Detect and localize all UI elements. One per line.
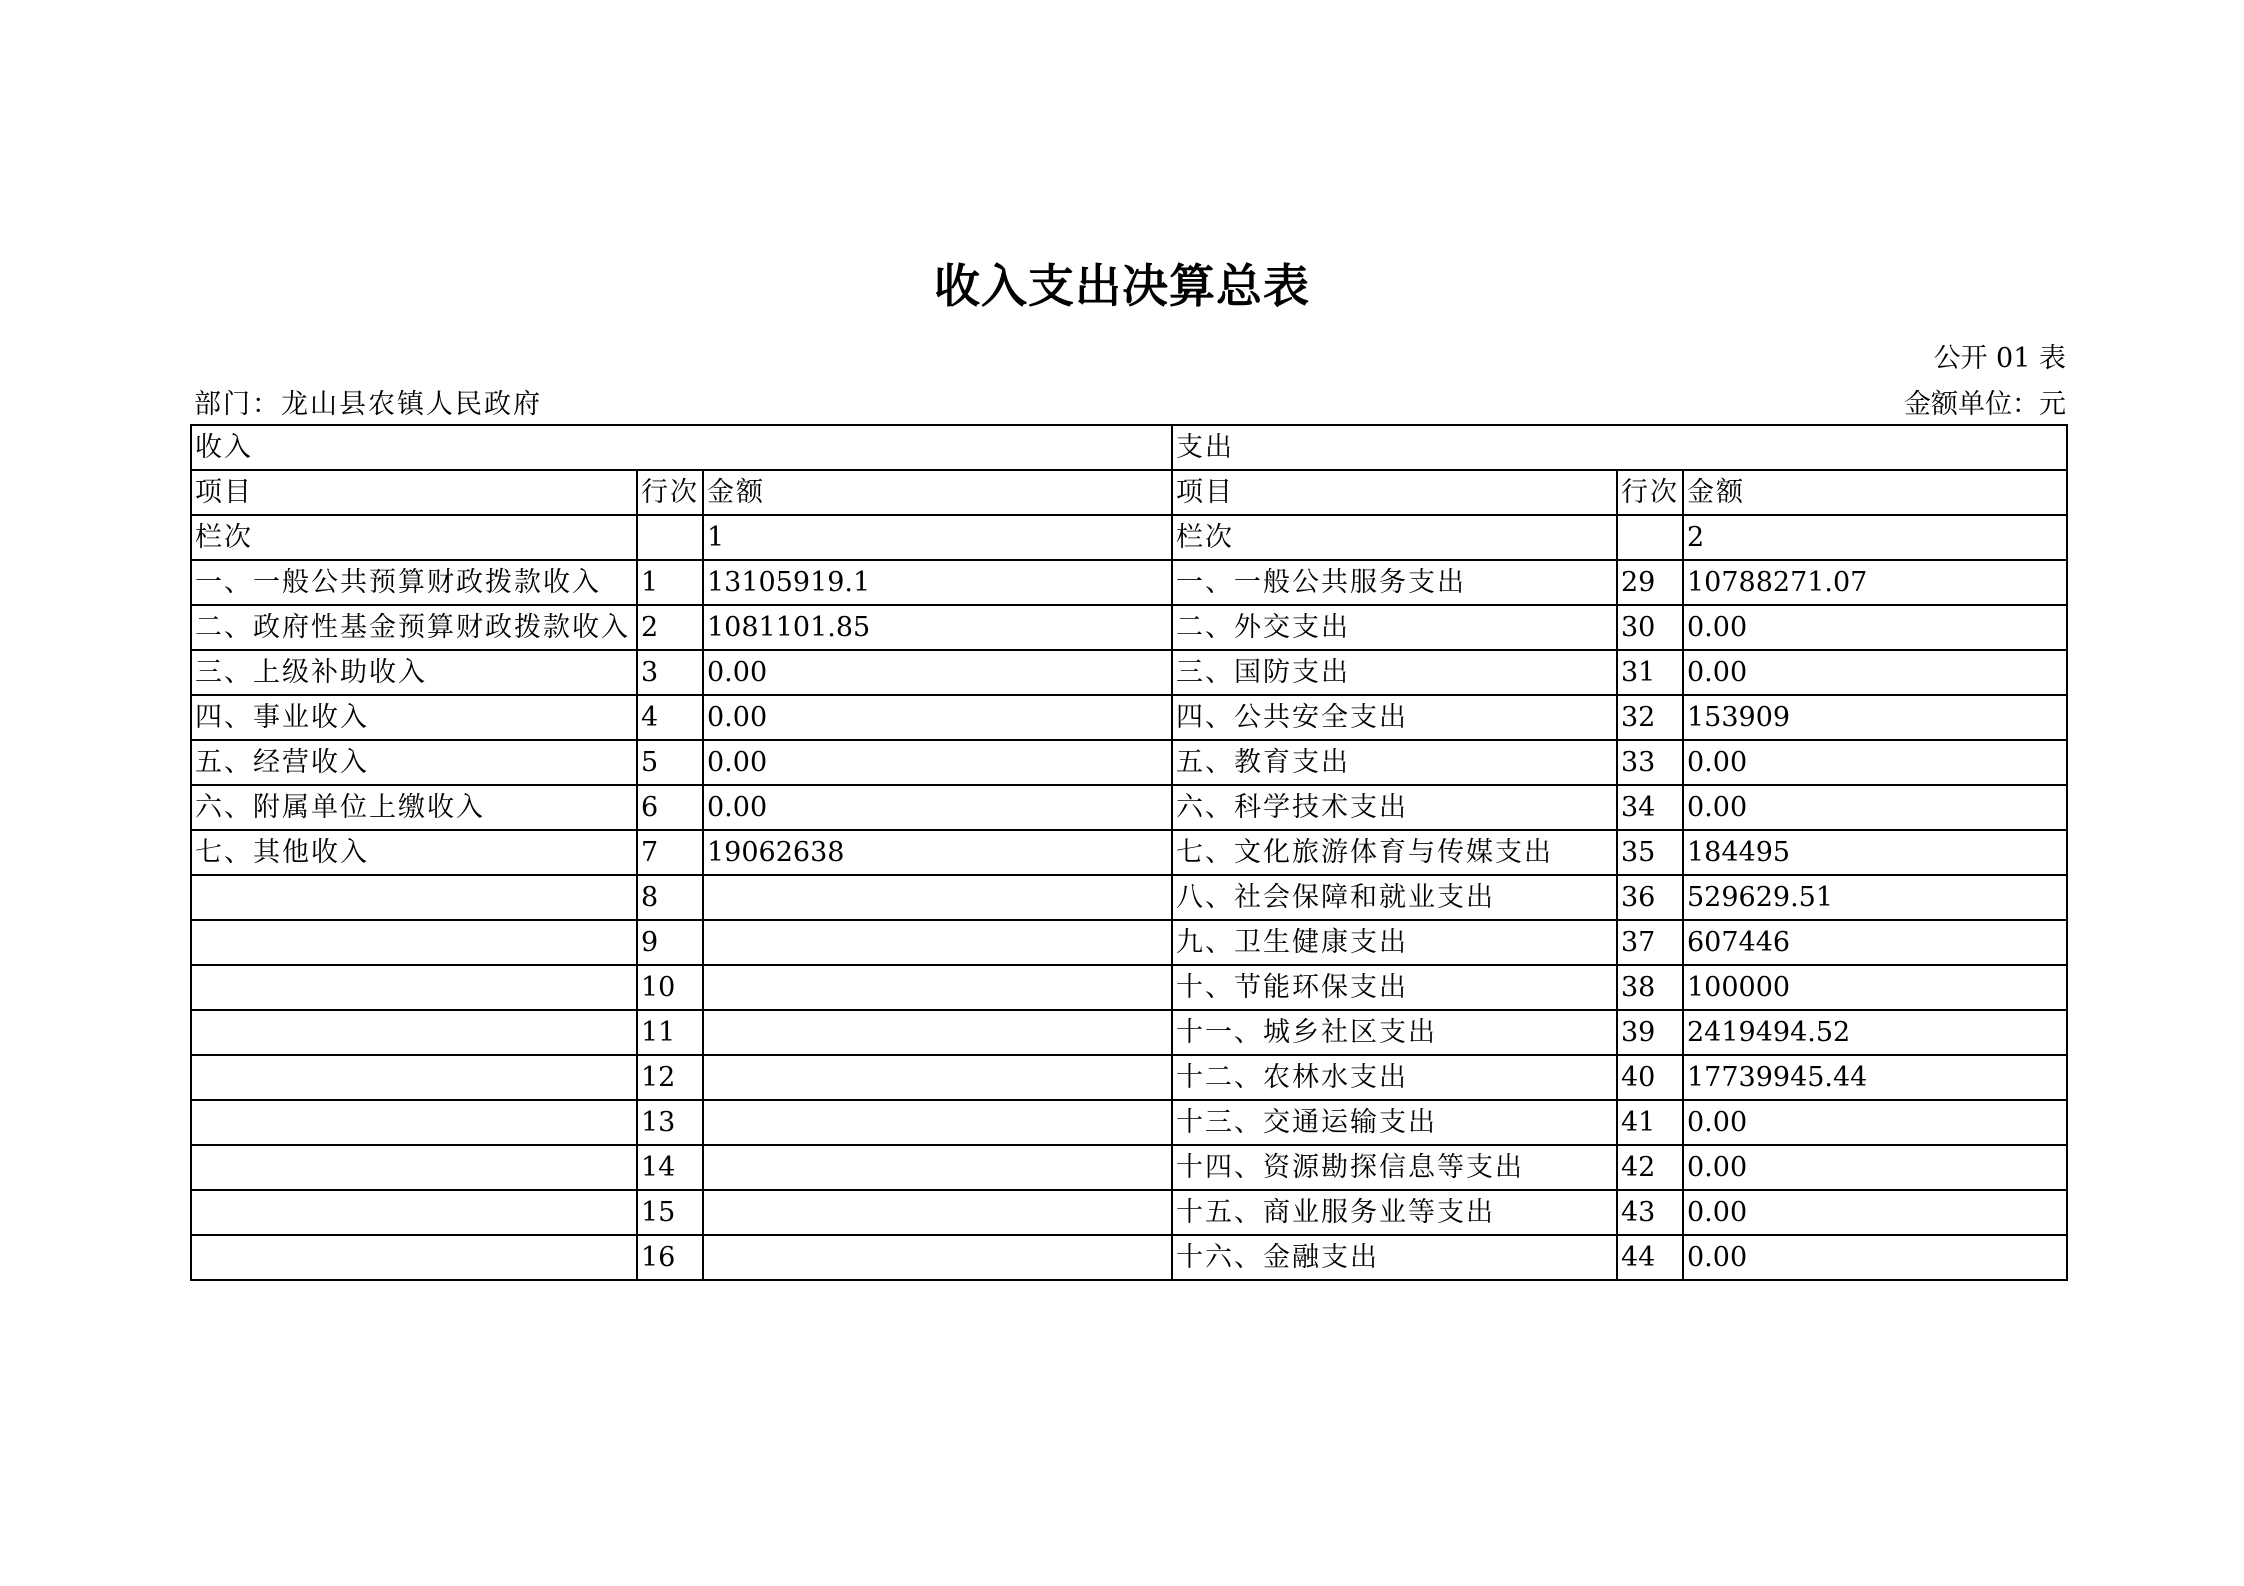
expense-item-cell: 十四、资源勘探信息等支出 xyxy=(1172,1145,1617,1190)
income-column-empty xyxy=(637,515,703,560)
expense-item-cell: 十、节能环保支出 xyxy=(1172,965,1617,1010)
expense-item-cell: 八、社会保障和就业支出 xyxy=(1172,875,1617,920)
income-row-no-cell: 1 xyxy=(637,560,703,605)
expense-amount-cell: 0.00 xyxy=(1683,1145,2067,1190)
section-expense: 支出 xyxy=(1172,425,2067,470)
expense-item-cell: 五、教育支出 xyxy=(1172,740,1617,785)
expense-amount-cell: 2419494.52 xyxy=(1683,1010,2067,1055)
income-amount-cell: 19062638 xyxy=(703,830,1172,875)
expense-item-cell: 十六、金融支出 xyxy=(1172,1235,1617,1280)
income-row-no-cell: 2 xyxy=(637,605,703,650)
income-item-cell xyxy=(191,875,637,920)
income-item-cell: 七、其他收入 xyxy=(191,830,637,875)
expense-item-cell: 七、文化旅游体育与传媒支出 xyxy=(1172,830,1617,875)
expense-row-no-cell: 32 xyxy=(1617,695,1683,740)
income-row-no-header: 行次 xyxy=(637,470,703,515)
income-row-no-cell: 10 xyxy=(637,965,703,1010)
expense-column-empty xyxy=(1617,515,1683,560)
section-income: 收入 xyxy=(191,425,1172,470)
income-amount-cell xyxy=(703,1145,1172,1190)
expense-amount-cell: 153909 xyxy=(1683,695,2067,740)
expense-row-no-cell: 43 xyxy=(1617,1190,1683,1235)
income-row-no-cell: 8 xyxy=(637,875,703,920)
income-item-cell xyxy=(191,1235,637,1280)
income-amount-cell xyxy=(703,1010,1172,1055)
expense-item-cell: 十五、商业服务业等支出 xyxy=(1172,1190,1617,1235)
expense-item-cell: 九、卫生健康支出 xyxy=(1172,920,1617,965)
table-row xyxy=(191,650,2067,695)
income-expense-table xyxy=(190,424,2068,1281)
table-row xyxy=(191,1100,2067,1145)
income-item-cell xyxy=(191,920,637,965)
expense-item-cell: 三、国防支出 xyxy=(1172,650,1617,695)
expense-item-cell: 十一、城乡社区支出 xyxy=(1172,1010,1617,1055)
table-row xyxy=(191,1145,2067,1190)
expense-row-no-header: 行次 xyxy=(1617,470,1683,515)
income-row-no-cell: 5 xyxy=(637,740,703,785)
income-amount-cell: 1081101.85 xyxy=(703,605,1172,650)
expense-item-header: 项目 xyxy=(1172,470,1617,515)
income-amount-header: 金额 xyxy=(703,470,1172,515)
table-body xyxy=(191,425,2067,1280)
income-item-cell: 五、经营收入 xyxy=(191,740,637,785)
income-item-cell: 二、政府性基金预算财政拨款收入 xyxy=(191,605,637,650)
expense-item-cell: 四、公共安全支出 xyxy=(1172,695,1617,740)
department-label: 部门：龙山县农镇人民政府 xyxy=(194,389,542,420)
expense-amount-cell: 100000 xyxy=(1683,965,2067,1010)
income-item-cell xyxy=(191,1055,637,1100)
table-row xyxy=(191,1010,2067,1055)
income-row-no-cell: 11 xyxy=(637,1010,703,1055)
expense-amount-cell: 17739945.44 xyxy=(1683,1055,2067,1100)
income-amount-cell xyxy=(703,1055,1172,1100)
income-row-no-cell: 7 xyxy=(637,830,703,875)
expense-row-no-cell: 30 xyxy=(1617,605,1683,650)
expense-amount-cell: 0.00 xyxy=(1683,1190,2067,1235)
expense-row-no-cell: 38 xyxy=(1617,965,1683,1010)
expense-amount-cell: 0.00 xyxy=(1683,1235,2067,1280)
income-amount-cell xyxy=(703,920,1172,965)
expense-row-no-cell: 41 xyxy=(1617,1100,1683,1145)
income-row-no-cell: 16 xyxy=(637,1235,703,1280)
expense-item-cell: 六、科学技术支出 xyxy=(1172,785,1617,830)
expense-row-no-cell: 29 xyxy=(1617,560,1683,605)
column-index-row xyxy=(191,515,2067,560)
expense-row-no-cell: 42 xyxy=(1617,1145,1683,1190)
expense-row-no-cell: 36 xyxy=(1617,875,1683,920)
income-row-no-cell: 6 xyxy=(637,785,703,830)
expense-amount-header: 金额 xyxy=(1683,470,2067,515)
expense-row-no-cell: 35 xyxy=(1617,830,1683,875)
expense-row-no-cell: 40 xyxy=(1617,1055,1683,1100)
expense-row-no-cell: 44 xyxy=(1617,1235,1683,1280)
income-item-cell: 六、附属单位上缴收入 xyxy=(191,785,637,830)
expense-item-cell: 十三、交通运输支出 xyxy=(1172,1100,1617,1145)
income-row-no-cell: 9 xyxy=(637,920,703,965)
income-amount-cell xyxy=(703,965,1172,1010)
expense-item-cell: 十二、农林水支出 xyxy=(1172,1055,1617,1100)
expense-item-cell: 二、外交支出 xyxy=(1172,605,1617,650)
income-item-cell xyxy=(191,1145,637,1190)
table-row xyxy=(191,1055,2067,1100)
income-item-cell xyxy=(191,1010,637,1055)
expense-column-index: 2 xyxy=(1683,515,2067,560)
table-row xyxy=(191,830,2067,875)
table-row xyxy=(191,965,2067,1010)
expense-column-label: 栏次 xyxy=(1172,515,1617,560)
income-row-no-cell: 3 xyxy=(637,650,703,695)
column-header-row xyxy=(191,470,2067,515)
table-row xyxy=(191,740,2067,785)
income-amount-cell xyxy=(703,875,1172,920)
expense-amount-cell: 607446 xyxy=(1683,920,2067,965)
expense-amount-cell: 0.00 xyxy=(1683,1100,2067,1145)
table-row xyxy=(191,695,2067,740)
income-amount-cell: 0.00 xyxy=(703,695,1172,740)
income-item-cell xyxy=(191,1100,637,1145)
income-item-cell xyxy=(191,965,637,1010)
income-amount-cell xyxy=(703,1100,1172,1145)
table-row xyxy=(191,1235,2067,1280)
income-amount-cell xyxy=(703,1235,1172,1280)
income-amount-cell: 13105919.1 xyxy=(703,560,1172,605)
table-row xyxy=(191,605,2067,650)
expense-row-no-cell: 39 xyxy=(1617,1010,1683,1055)
expense-item-cell: 一、一般公共服务支出 xyxy=(1172,560,1617,605)
income-column-index: 1 xyxy=(703,515,1172,560)
expense-amount-cell: 0.00 xyxy=(1683,740,2067,785)
expense-amount-cell: 0.00 xyxy=(1683,605,2067,650)
income-row-no-cell: 15 xyxy=(637,1190,703,1235)
income-amount-cell: 0.00 xyxy=(703,785,1172,830)
expense-amount-cell: 0.00 xyxy=(1683,650,2067,695)
income-row-no-cell: 12 xyxy=(637,1055,703,1100)
expense-amount-cell: 184495 xyxy=(1683,830,2067,875)
expense-row-no-cell: 34 xyxy=(1617,785,1683,830)
income-amount-cell: 0.00 xyxy=(703,740,1172,785)
section-header-row xyxy=(191,425,2067,470)
income-item-cell: 一、一般公共预算财政拨款收入 xyxy=(191,560,637,605)
expense-row-no-cell: 33 xyxy=(1617,740,1683,785)
expense-row-no-cell: 31 xyxy=(1617,650,1683,695)
expense-row-no-cell: 37 xyxy=(1617,920,1683,965)
amount-unit-label: 金额单位：元 xyxy=(1904,389,2066,420)
expense-amount-cell: 10788271.07 xyxy=(1683,560,2067,605)
table-row xyxy=(191,875,2067,920)
table-row xyxy=(191,920,2067,965)
income-column-label: 栏次 xyxy=(191,515,637,560)
income-item-cell xyxy=(191,1190,637,1235)
page-title: 收入支出决算总表 xyxy=(934,259,1310,313)
table-row xyxy=(191,785,2067,830)
form-number: 公开 01 表 xyxy=(1933,343,2066,374)
income-row-no-cell: 13 xyxy=(637,1100,703,1145)
income-amount-cell: 0.00 xyxy=(703,650,1172,695)
table-row xyxy=(191,1190,2067,1235)
table-row xyxy=(191,560,2067,605)
expense-amount-cell: 529629.51 xyxy=(1683,875,2067,920)
income-row-no-cell: 14 xyxy=(637,1145,703,1190)
expense-amount-cell: 0.00 xyxy=(1683,785,2067,830)
income-amount-cell xyxy=(703,1190,1172,1235)
income-item-header: 项目 xyxy=(191,470,637,515)
income-row-no-cell: 4 xyxy=(637,695,703,740)
income-item-cell: 三、上级补助收入 xyxy=(191,650,637,695)
income-item-cell: 四、事业收入 xyxy=(191,695,637,740)
